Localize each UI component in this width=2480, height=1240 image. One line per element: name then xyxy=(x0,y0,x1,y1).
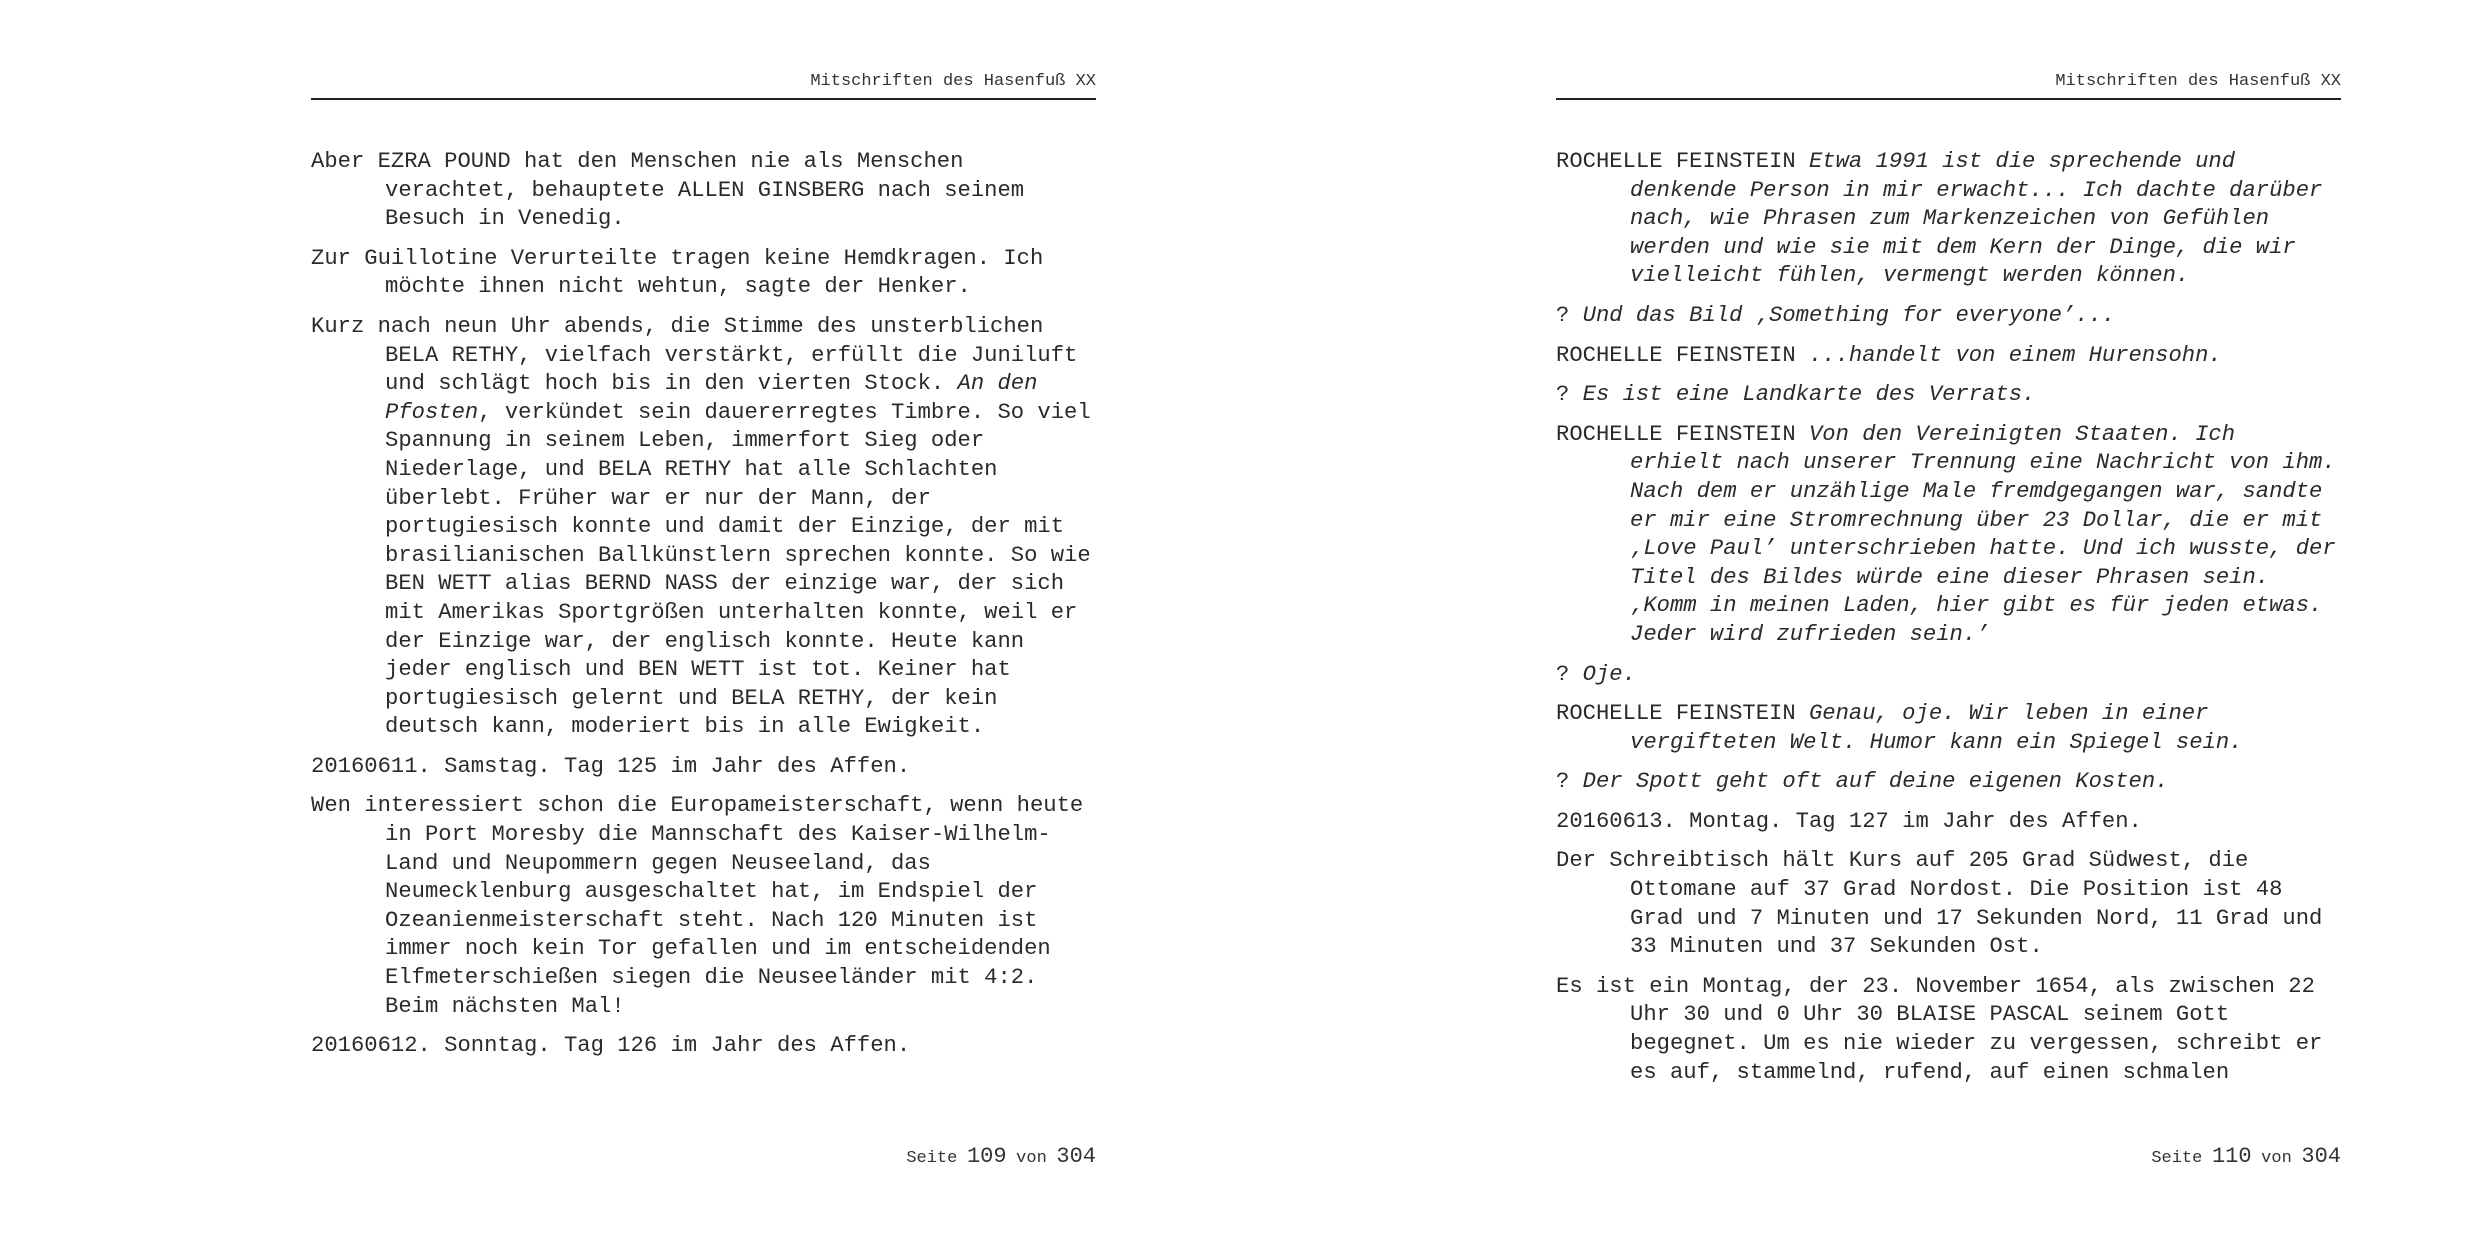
italic-text-run: Und das Bild ‚Something for everyone’... xyxy=(1582,302,2116,328)
paragraph xyxy=(1556,768,2341,797)
paragraph xyxy=(1556,661,2341,690)
italic-text-run: Oje. xyxy=(1582,661,1636,687)
footer-seite-label: Seite xyxy=(2151,1149,2203,1168)
paragraph xyxy=(1556,381,2341,410)
paragraph xyxy=(1556,808,2341,837)
paragraph xyxy=(311,245,1096,302)
footer-von-label: von xyxy=(2261,1149,2292,1168)
text-run: 20160613. Montag. Tag 127 im Jahr des Affen. xyxy=(1556,808,2142,834)
text-run: Aber EZRA POUND hat den Menschen nie als Menschen verachtet, behauptete ALLEN GINSBERG nach seinem Besuch in Venedig. xyxy=(311,149,1025,232)
paragraph xyxy=(1556,302,2341,331)
paragraph xyxy=(1556,973,2341,1087)
text-run: Wen interessiert schon die Europameisterschaft, wenn heute in Port Moresby die Mannschaft des Kaiser-Wilhelm-Land und Neupommern gegen Neuseeland, das Neumecklenburg ausgeschaltet hat, im Endspiel der Ozeanienmeisterschaft steht. Nach 120 Minuten ist immer noch kein Tor gefallen und im entscheidenden Elfmeterschießen siegen die Neuseeländer mit 4:2. Beim nächsten Mal! xyxy=(311,793,1084,1019)
footer-von-label: von xyxy=(1016,1149,1047,1168)
footer-seite-label: Seite xyxy=(906,1149,958,1168)
text-run: ? xyxy=(1556,661,1583,687)
text-run: ? xyxy=(1556,769,1583,795)
page-number: 109 xyxy=(966,1144,1007,1169)
page-total: 304 xyxy=(2301,1144,2341,1169)
text-run: Es ist ein Montag, der 23. November 1654, als zwischen 22 Uhr 30 und 0 Uhr 30 BLAISE PASCAL seinem Gott begegnet. Um es nie wieder zu vergessen, schreibt er es auf, stammelnd, rufend, auf einen schmalen xyxy=(1556,973,2323,1085)
italic-text-run: Etwa 1991 ist die sprechende und denkende Person in mir erwacht... Ich dachte darüber nach, wie Phrasen zum Markenzeichen von Gefühlen werden und wie sie mit dem Kern der Dinge, die wir vielleicht fühlen, vermengt werden können. xyxy=(1630,149,2323,289)
page-footer xyxy=(1556,1144,2341,1174)
page-footer xyxy=(311,1144,1096,1174)
body-text xyxy=(311,148,1096,1072)
page-total: 304 xyxy=(1056,1144,1096,1169)
italic-text-run: ...handelt von einem Hurensohn. xyxy=(1808,342,2222,368)
paragraph xyxy=(1556,148,2341,291)
text-run: ROCHELLE FEINSTEIN xyxy=(1556,701,1809,727)
italic-text-run: Genau, oje. Wir leben in einer vergifteten Welt. Humor kann ein Spiegel sein. xyxy=(1630,701,2243,755)
page-number: 110 xyxy=(2211,1144,2252,1169)
text-run: Kurz nach neun Uhr abends, die Stimme des unsterblichen BELA RETHY, vielfach verstärkt, erfüllt die Juniluft und schlägt hoch bis in den vierten Stock. xyxy=(311,313,1078,397)
italic-text-run: Der Spott geht oft auf deine eigenen Kosten. xyxy=(1582,769,2169,795)
text-run: , verkündet sein dauererregtes Timbre. So viel Spannung in seinem Leben, immerfort Sieg oder Niederlage, und BELA RETHY hat alle Schlachten überlebt. Früher war er nur der Mann, der portugiesisch konnte und damit der Einzige, der mit brasilianischen Ballkünstlern sprechen konnte. So wie BEN WETT alias BERND NASS der einzige war, der sich mit Amerikas Sportgrößen unterhalten konnte, weil er der Einzige war, der englisch konnte. Heute kann jeder englisch und BEN WETT ist tot. Keiner hat portugiesisch gelernt und BELA RETHY, der kein deutsch kann, moderiert bis in alle Ewigkeit. xyxy=(385,399,1091,740)
paragraph xyxy=(311,148,1096,234)
text-run: 20160612. Sonntag. Tag 126 im Jahr des Affen. xyxy=(311,1033,911,1059)
paragraph xyxy=(311,313,1096,742)
text-run: ROCHELLE FEINSTEIN xyxy=(1556,342,1809,368)
body-text xyxy=(1556,148,2341,1098)
running-header: Mitschriften des Hasenfuß XX xyxy=(1556,72,2341,100)
text-run: Der Schreibtisch hält Kurs auf 205 Grad Südwest, die Ottomane auf 37 Grad Nordost. Die Position ist 48 Grad und 7 Minuten und 17 Sekunden Nord, 11 Grad und 33 Minuten und 37 Sekunden Ost. xyxy=(1556,848,2323,960)
paragraph xyxy=(1556,421,2341,650)
italic-text-run: An den Pfosten xyxy=(385,371,1038,425)
paragraph xyxy=(311,1032,1096,1061)
text-run: ? xyxy=(1556,382,1583,408)
text-run: ROCHELLE FEINSTEIN xyxy=(1556,421,1809,447)
text-run: ? xyxy=(1556,302,1583,328)
text-run: ROCHELLE FEINSTEIN xyxy=(1556,149,1809,174)
paragraph xyxy=(1556,847,2341,961)
paragraph xyxy=(1556,342,2341,371)
running-header: Mitschriften des Hasenfuß XX xyxy=(311,72,1096,100)
paragraph xyxy=(311,792,1096,1021)
right-page xyxy=(1240,0,2480,1240)
paragraph xyxy=(1556,700,2341,757)
italic-text-run: Es ist eine Landkarte des Verrats. xyxy=(1582,382,2036,408)
italic-text-run: Von den Vereinigten Staaten. Ich erhielt nach unserer Trennung eine Nachricht von ihm. Nach dem er unzählige Male fremdgegangen war, sandte er mir eine Stromrechnung über 23 Dollar, die er mit ‚Love Paul’ unterschrieben hatte. Und ich wusste, der Titel des Bildes würde eine dieser Phrasen sein. ‚Komm in meinen Laden, hier gibt es für jeden etwas. Jeder wird zufrieden sein.’ xyxy=(1630,421,2336,647)
text-run: Zur Guillotine Verurteilte tragen keine Hemdkragen. Ich möchte ihnen nicht wehtun, sagte der Henker. xyxy=(311,245,1044,300)
paragraph xyxy=(311,753,1096,782)
text-run: 20160611. Samstag. Tag 125 im Jahr des Affen. xyxy=(311,753,911,779)
